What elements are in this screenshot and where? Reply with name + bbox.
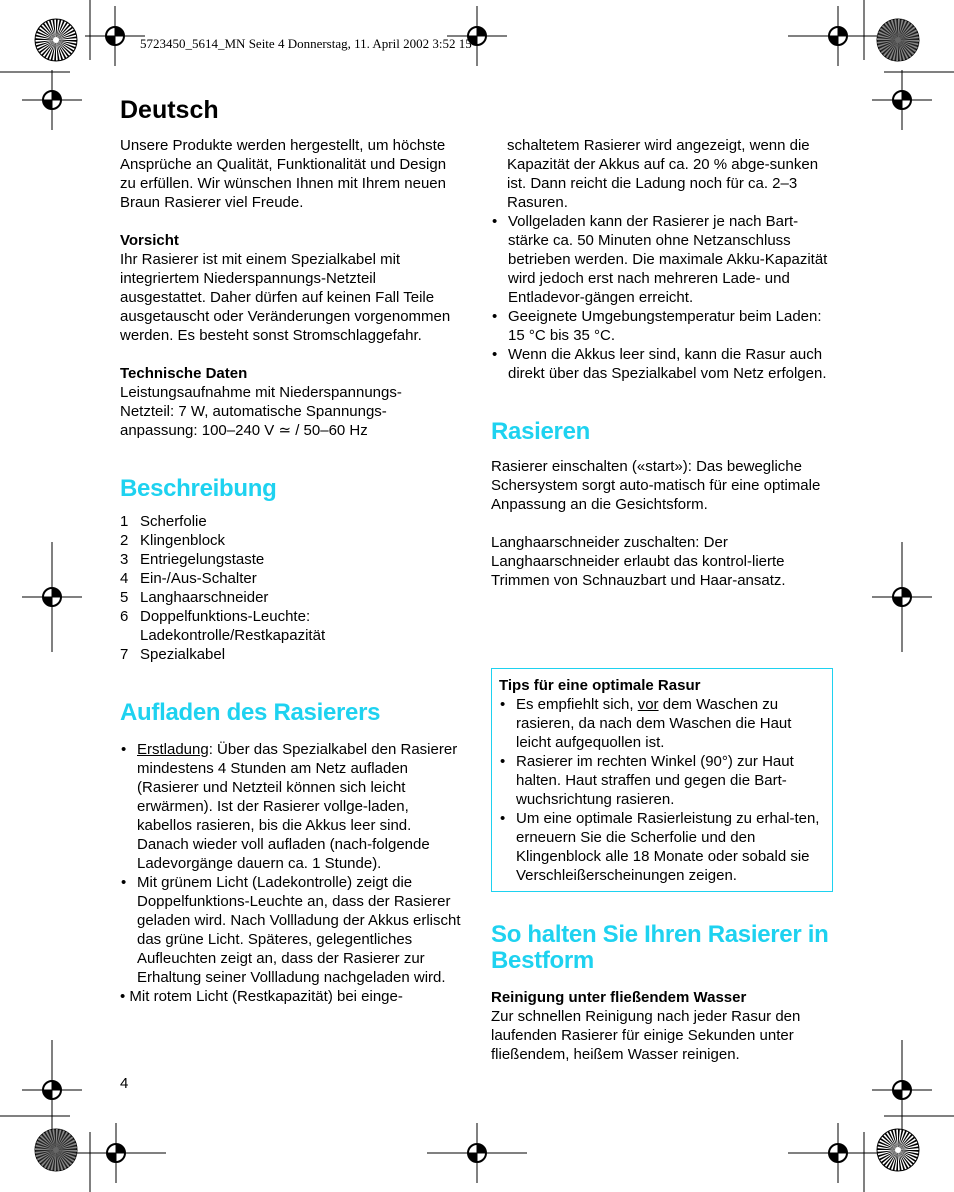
registration-mark-bottom-center	[427, 1123, 527, 1183]
charging-temp-item: • Geeignete Umgebungstemperatur beim Laden: 15 °C bis 35 °C.	[491, 307, 835, 345]
starburst-target-top-left	[34, 18, 78, 62]
list-item: 7 Spezialkabel	[120, 646, 226, 663]
charging-heading: Aufladen des Rasierers	[120, 699, 381, 726]
tech-text: Leistungsaufnahme mit Niederspannungs-Netzteil: 7 W, automatische Spannungs-anpassung: 100–240 V ≃ / 50–60 Hz	[120, 384, 402, 439]
list-item: 3 Entriegelungstaste	[120, 551, 265, 568]
charging-list	[120, 740, 465, 987]
charging-first-item: • Erstladung: Über das Spezialkabel den Rasierer mindestens 4 Stunden am Netz aufladen (Rasierer und Netzteil können sich leicht erwärmen). Ist der Rasierer vollge-laden, kabellos rasieren, bis die Akkus leer sind. Danach wieder voll aufladen (nach-folgende Ladevorgänge dauern ca. 1 Stunde).	[120, 740, 465, 873]
left-column	[120, 136, 465, 1006]
registration-mark-right-upper	[872, 70, 932, 130]
care-text: Zur schnellen Reinigung nach jeder Rasur den laufenden Rasierer für einige Sekunden unter fließendem, heißem Wasser reinigen.	[491, 1008, 801, 1063]
page-number: 4	[120, 1075, 129, 1092]
care-heading: So halten Sie Ihren Rasierer in Bestform	[491, 921, 829, 974]
tip-item: • Rasierer im rechten Winkel (90°) zur Haut halten. Haut straffen und gegen die Bart-wuchsrichtung rasieren.	[499, 752, 824, 809]
charging-green-item: • Mit grünem Licht (Ladekontrolle) zeigt die Doppelfunktions-Leuchte an, dass der Rasierer geladen wird. Nach Vollladung der Akkus erlischt das grüne Licht. Späteres, gelegentliches Aufleuchten zeigt an, dass der Rasierer zur Erhaltung seiner Vollladung nachgeladen wird.	[120, 873, 465, 987]
registration-mark-left-upper	[22, 70, 82, 130]
caution-title: Vorsicht	[120, 232, 179, 249]
starburst-target-bottom-left	[34, 1128, 78, 1172]
list-item: 4 Ein-/Aus-Schalter	[120, 570, 257, 587]
list-item: 5 Langhaarschneider	[120, 589, 269, 606]
tips-box	[491, 668, 833, 892]
registration-mark-top-right	[788, 6, 888, 66]
starburst-target-top-right	[876, 18, 920, 62]
tech-title: Technische Daten	[120, 365, 248, 382]
tips-title: Tips für eine optimale Rasur	[499, 677, 701, 694]
caution-text: Ihr Rasierer ist mit einem Spezialkabel mit integriertem Niederspannungs-Netzteil ausgestattet. Daher dürfen auf keinen Fall Teile ausgetauscht oder Veränderungen vorgenommen werden. Es besteht sonst Stromschlaggefahr.	[120, 251, 451, 344]
charging-red-item-start: • Mit rotem Licht (Restkapazität) bei einge-	[120, 988, 403, 1005]
shaving-heading: Rasieren	[491, 418, 590, 445]
intro-paragraph: Unsere Produkte werden hergestellt, um höchste Ansprüche an Qualität, Funktionalität und Design zu erfüllen. Wir wünschen Ihnen mit Ihrem neuen Braun Rasierer viel Freude.	[120, 137, 447, 211]
description-heading: Beschreibung	[120, 475, 277, 502]
registration-mark-right-middle	[872, 542, 932, 652]
right-column	[491, 136, 835, 590]
print-header-line: 5723450_5614_MN Seite 4 Donnerstag, 11. April 2002 3:52 15	[140, 36, 472, 51]
tips-list	[499, 695, 824, 885]
starburst-target-bottom-right	[876, 1128, 920, 1172]
care-section	[491, 922, 835, 1064]
charging-empty-item: • Wenn die Akkus leer sind, kann die Rasur auch direkt über das Spezialkabel vom Netz erfolgen.	[491, 345, 835, 383]
page-title: Deutsch	[120, 96, 219, 124]
registration-mark-bottom-left	[66, 1123, 166, 1183]
list-item: 2 Klingenblock	[120, 532, 226, 549]
tip-item: • Um eine optimale Rasierleistung zu erhal-ten, erneuern Sie die Scherfolie und den Klingenblock alle 18 Monate oder sobald sie Verschleißerscheinungen zeigen.	[499, 809, 824, 885]
tip-item: • Es empfiehlt sich, vor dem Waschen zu rasieren, da nach dem Waschen die Haut leicht aufgequollen ist.	[499, 695, 824, 752]
charging-red-continued: schaltetem Rasierer wird angezeigt, wenn die Kapazität der Akkus auf ca. 20 % abge-sunken ist. Dann reicht die Ladung noch für ca. 2–3 Rasuren.	[507, 137, 819, 211]
shaving-p1: Rasierer einschalten («start»): Das bewegliche Schersystem sorgt auto-matisch für eine optimale Anpassung an die Gesichtsform.	[491, 458, 821, 513]
charging-full-item: • Vollgeladen kann der Rasierer je nach Bart-stärke ca. 50 Minuten ohne Netzanschluss betrieben werden. Die maximale Akku-Kapazität wird jedoch erst nach mehreren Lade- und Entladevor-gängen erreicht.	[491, 212, 835, 307]
description-list	[120, 512, 465, 664]
registration-mark-left-middle	[22, 542, 82, 652]
list-item: 6 Doppelfunktions-Leuchte: Ladekontrolle/Restkapazität	[120, 608, 326, 644]
registration-mark-top-left	[85, 6, 145, 66]
care-subtitle: Reinigung unter fließendem Wasser	[491, 989, 747, 1006]
registration-mark-bottom-right	[788, 1123, 888, 1183]
charging-more-list	[491, 212, 835, 383]
list-item: 1 Scherfolie	[120, 513, 207, 530]
shaving-p2: Langhaarschneider zuschalten: Der Langhaarschneider erlaubt das kontrol-lierte Trimmen von Schnauzbart und Haar-ansatz.	[491, 534, 786, 589]
